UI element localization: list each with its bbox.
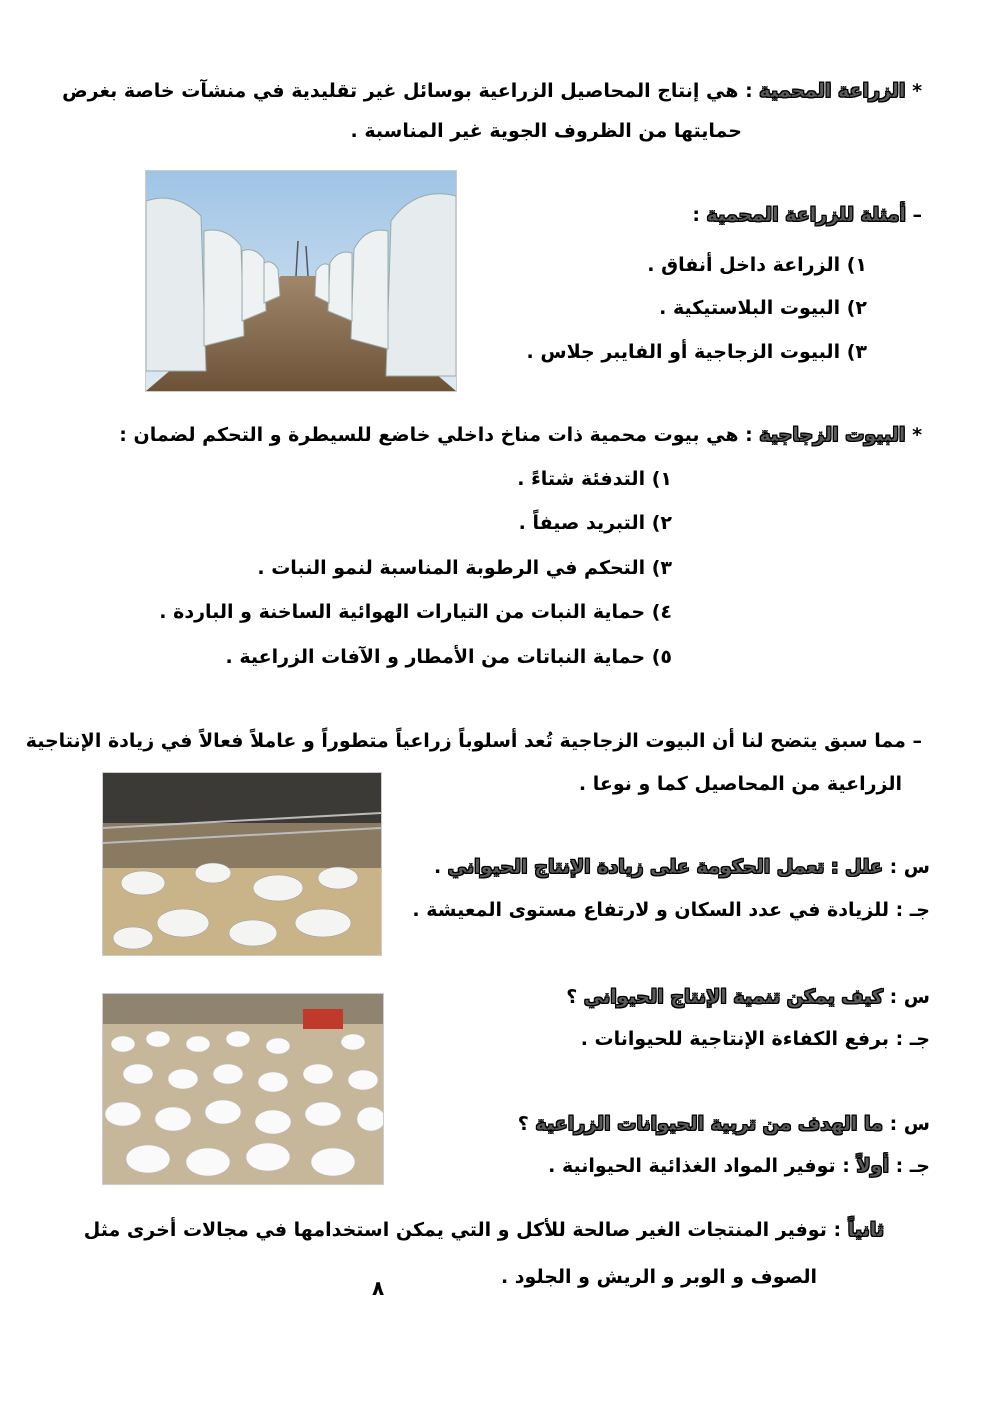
question-2-term: كيف يمكن تنمية الإنتاج الحيواني [583,986,883,1008]
answer-3-second-line2: الصوف و الوبر و الريش و الجلود . [500,1266,817,1288]
protected-agriculture-definition-line2: حمايتها من الظروف الجوية غير المناسبة . [350,120,742,142]
term-first: أولاً [856,1155,889,1177]
term-protected-agriculture: الزراعة المحمية [759,80,906,102]
glasshouse-item-5: ٥) حماية النباتات من الأمطار و الآفات الزراعية . [225,646,672,668]
example-item-2: ٢) البيوت البلاستيكية . [659,297,867,319]
term-examples: أمثلة للزراعة المحمية [706,204,906,226]
question-2: س : كيف يمكن تنمية الإنتاج الحيواني ؟ [566,986,930,1008]
example-item-1: ١) الزراعة داخل أنفاق . [647,254,867,276]
answer-2: جـ : برفع الكفاءة الإنتاجية للحيوانات . [580,1028,930,1050]
question-1: س : علل : تعمل الحكومة على زيادة الإنتاج الحيواني . [433,856,930,878]
term-glasshouses: البيوت الزجاجية [759,424,906,446]
glasshouse-item-3: ٣) التحكم في الرطوبة المناسبة لنمو النبات . [257,557,672,579]
example-item-3: ٣) البيوت الزجاجية أو الفايبر جلاس . [526,341,867,363]
greenhouse-tunnels-photo [145,170,457,392]
page-number: ٨ [372,1276,385,1300]
answer-3-second-line1: ثانياً : توفير المنتجات الغير صالحة للأكل و التي يمكن استخدامها في مجالات أخرى مثل [83,1219,884,1241]
goats-barn-photo [102,772,382,956]
chickens-farm-photo [102,993,384,1185]
glasshouse-item-1: ١) التدفئة شتاءً . [517,468,672,490]
glasshouses-definition: * البيوت الزجاجية : هي بيوت محمية ذات مناخ داخلي خاضع للسيطرة و التحكم لضمان : [119,424,922,446]
answer-1: جـ : للزيادة في عدد السكان و لارتفاع مستوى المعيشة . [412,899,930,921]
question-3-term: ما الهدف من تربية الحيوانات الزراعية [535,1113,883,1135]
examples-heading: – أمثلة للزراعة المحمية : [692,204,922,226]
conclusion-line2: الزراعية من المحاصيل كما و نوعا . [578,773,902,795]
glasshouse-item-2: ٢) التبريد صيفاً . [518,512,672,534]
conclusion-line1: – مما سبق يتضح لنا أن البيوت الزجاجية تُعد أسلوباً زراعياً متطوراً و عاملاً فعالاً في زيادة الإنتاجية [25,730,922,752]
question-3: س : ما الهدف من تربية الحيوانات الزراعية ؟ [517,1113,930,1135]
term-second: ثانياً [847,1219,884,1241]
protected-agriculture-definition-line1: * الزراعة المحمية : هي إنتاج المحاصيل الزراعية بوسائل غير تقليدية في منشآت خاصة بغرض [62,80,922,102]
answer-3-first: جـ : أولاً : توفير المواد الغذائية الحيوانية . [548,1155,930,1177]
question-1-term: علل : تعمل الحكومة على زيادة الإنتاج الحيواني [447,856,883,878]
glasshouse-item-4: ٤) حماية النبات من التيارات الهوائية الساخنة و الباردة . [159,601,672,623]
